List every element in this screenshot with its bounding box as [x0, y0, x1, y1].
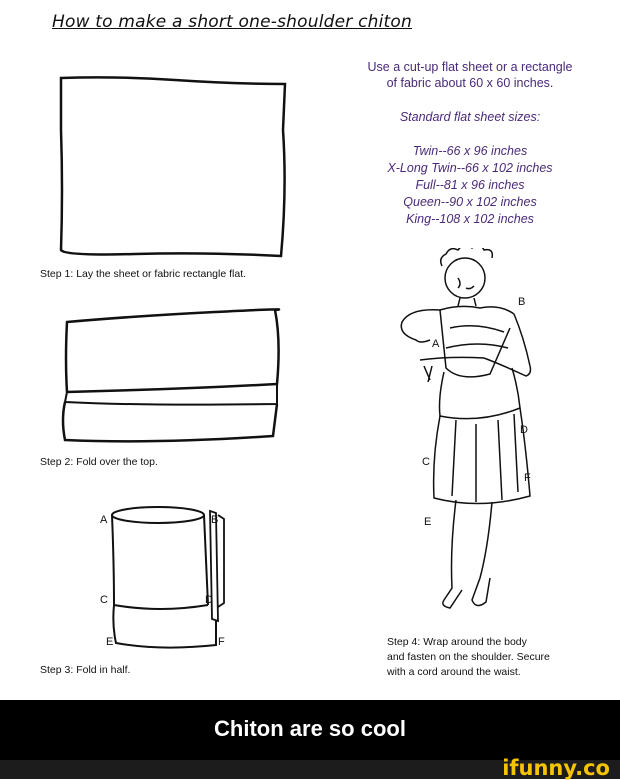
step-4-line-2: and fasten on the shoulder. Secure [387, 651, 550, 663]
figure-label-e: E [424, 516, 432, 528]
size-xlong-twin: X-Long Twin--66 x 102 inches [387, 161, 553, 175]
meme-caption: Chiton are so cool [214, 716, 406, 741]
figure-label-c: C [422, 456, 430, 468]
sizes-heading: Standard flat sheet sizes: [399, 110, 541, 124]
fold-label-e: E [106, 636, 114, 648]
size-king: King--108 x 102 inches [406, 212, 534, 226]
intro-line-2: of fabric about 60 x 60 inches. [386, 76, 554, 90]
fold-label-f: F [218, 636, 225, 648]
figure-label-b: B [518, 296, 526, 308]
ifunny-watermark: ifunny.co [502, 756, 610, 780]
step-3-text: Step 3: Fold in half. [40, 664, 131, 676]
fold-label-b: B [211, 514, 219, 526]
fold-label-c: C [100, 594, 108, 606]
folded-top-drawing [55, 300, 290, 450]
flat-sheet-drawing [55, 70, 295, 265]
step-4-line-1: Step 4: Wrap around the body [387, 636, 527, 648]
fold-label-a: A [100, 514, 108, 526]
page-title: How to make a short one-shoulder chiton [52, 12, 412, 32]
figure-label-d: D [520, 424, 528, 436]
size-queen: Queen--90 x 102 inches [403, 195, 537, 209]
figure-label-f: F [524, 472, 531, 484]
figure-label-a: A [432, 338, 440, 350]
step-4-line-3: with a cord around the waist. [387, 666, 521, 678]
intro-line-1: Use a cut-up flat sheet or a rectangle [367, 60, 573, 74]
size-full: Full--81 x 96 inches [415, 178, 525, 192]
fold-label-d: D [205, 594, 213, 606]
step-2-text: Step 2: Fold over the top. [40, 456, 158, 468]
step-1-text: Step 1: Lay the sheet or fabric rectangle flat. [40, 268, 247, 280]
size-twin: Twin--66 x 96 inches [412, 144, 528, 158]
